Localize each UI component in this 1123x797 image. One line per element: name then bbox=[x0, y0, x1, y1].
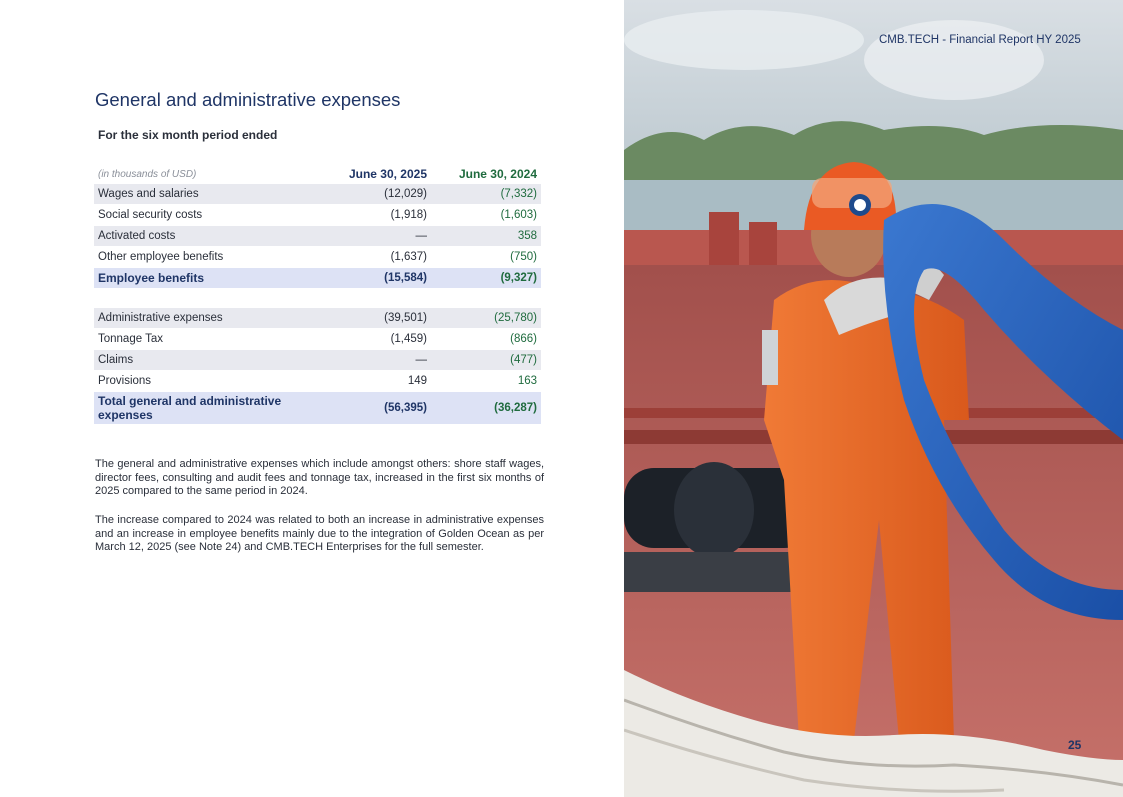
row-value-2024: (9,327) bbox=[431, 268, 541, 289]
unit-label: (in thousands of USD) bbox=[98, 168, 197, 180]
explanation-paragraph-1: The general and administrative expenses which include amongst others: shore staff wages, director fees, consulting and audit fees and tonnage tax, increased in the first six months of 2025 compared to the same period in 2024. bbox=[95, 458, 544, 498]
row-value-2024: 358 bbox=[431, 226, 541, 247]
row-value-2024: (7,332) bbox=[431, 184, 541, 205]
subtotal-row bbox=[94, 268, 541, 289]
row-label: Employee benefits bbox=[94, 268, 321, 289]
report-header: CMB.TECH - Financial Report HY 2025 bbox=[879, 34, 1081, 46]
row-label: Total general and administrative expenses bbox=[94, 392, 321, 425]
row-value-2025: — bbox=[321, 226, 431, 247]
row-label: Activated costs bbox=[94, 226, 321, 247]
column-header-2025: June 30, 2025 bbox=[348, 167, 427, 181]
row-value-2025: (12,029) bbox=[321, 184, 431, 205]
row-value-2024: (36,287) bbox=[431, 392, 541, 425]
row-value-2024: (1,603) bbox=[431, 205, 541, 226]
row-label: Claims bbox=[94, 350, 321, 371]
row-label: Tonnage Tax bbox=[94, 329, 321, 350]
row-label: Provisions bbox=[94, 371, 321, 392]
row-label: Social security costs bbox=[94, 205, 321, 226]
row-value-2025: (1,459) bbox=[321, 329, 431, 350]
row-value-2025: — bbox=[321, 350, 431, 371]
table-row bbox=[94, 329, 541, 350]
table-row bbox=[94, 247, 541, 268]
row-value-2025: (1,918) bbox=[321, 205, 431, 226]
expenses-table bbox=[94, 164, 541, 424]
row-label: Administrative expenses bbox=[94, 308, 321, 329]
row-value-2024: 163 bbox=[431, 371, 541, 392]
row-value-2025: (56,395) bbox=[321, 392, 431, 425]
row-value-2025: (1,637) bbox=[321, 247, 431, 268]
row-label: Wages and salaries bbox=[94, 184, 321, 205]
row-value-2024: (477) bbox=[431, 350, 541, 371]
row-label: Other employee benefits bbox=[94, 247, 321, 268]
row-value-2025: (15,584) bbox=[321, 268, 431, 289]
worker-photo bbox=[624, 0, 1123, 797]
page-number: 25 bbox=[1068, 738, 1082, 752]
total-row bbox=[94, 392, 541, 425]
column-header-2024: June 30, 2024 bbox=[458, 167, 537, 181]
table-row bbox=[94, 308, 541, 329]
table-header-row bbox=[94, 164, 541, 184]
table-spacer bbox=[94, 288, 541, 308]
row-value-2025: 149 bbox=[321, 371, 431, 392]
row-value-2025: (39,501) bbox=[321, 308, 431, 329]
table-row bbox=[94, 371, 541, 392]
section-title: General and administrative expenses bbox=[95, 89, 401, 110]
row-value-2024: (866) bbox=[431, 329, 541, 350]
explanation-paragraph-2: The increase compared to 2024 was related to both an increase in administrative expenses and an increase in employee benefits mainly due to the integration of Golden Ocean as per March 12, 2025 (see Note 24) and CMB.TECH Enterprises for the full semester. bbox=[95, 514, 544, 554]
table-row bbox=[94, 184, 541, 205]
table-row bbox=[94, 205, 541, 226]
table-row bbox=[94, 350, 541, 371]
row-value-2024: (25,780) bbox=[431, 308, 541, 329]
section-subtitle: For the six month period ended bbox=[98, 128, 278, 142]
table-row bbox=[94, 226, 541, 247]
row-value-2024: (750) bbox=[431, 247, 541, 268]
